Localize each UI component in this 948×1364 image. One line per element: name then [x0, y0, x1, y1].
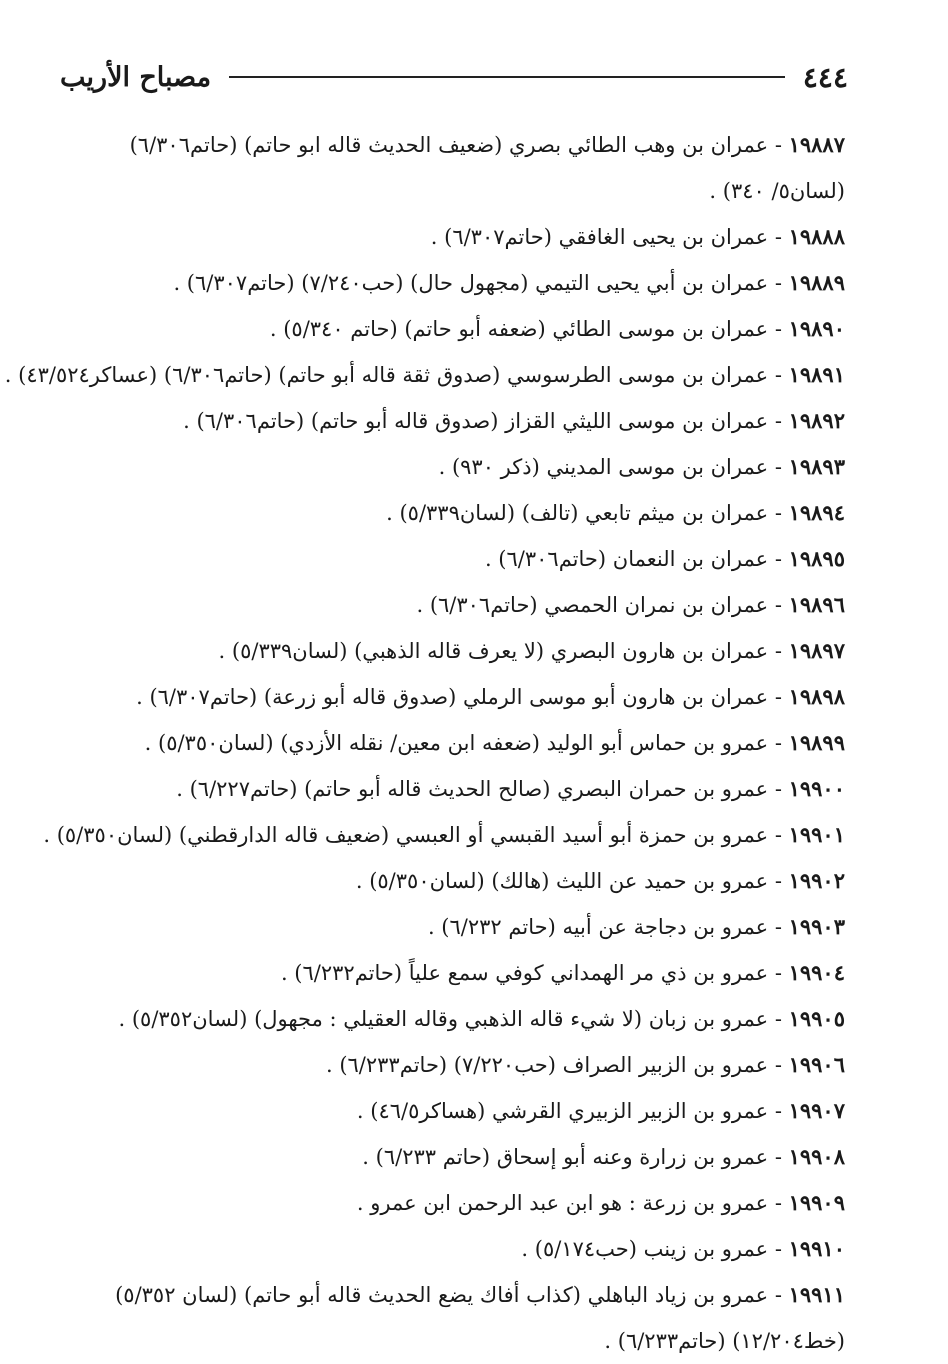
entry-number: ١٩٨٩٢ [788, 408, 845, 433]
entry-text: عمرو بن حمران البصري (صالح الحديث قاله أبو حاتم) (حاتم٦/٢٢٧) . [176, 777, 769, 801]
page-header [60, 52, 848, 102]
entry: ١٩٩٠٠ - عمرو بن حمران البصري (صالح الحديث قاله أبو حاتم) (حاتم٦/٢٢٧) . [176, 776, 845, 801]
entry-number: ١٩٩٠٢ [788, 868, 845, 893]
header-rule [229, 76, 785, 78]
entry-text: عمرو بن زرارة وعنه أبو إسحاق (حاتم ٦/٢٣٣) . [362, 1145, 769, 1169]
entry-text: عمرو بن حمزة أبو أسيد القبسي أو العبسي (ضعيف قاله الدارقطني) (لسان٥/٣٥٠) . [43, 823, 769, 847]
entry-text: عمران بن موسى الطائي (ضعفه أبو حاتم) (حاتم ٥/٣٤٠) . [269, 317, 769, 341]
entry: ١٩٨٩٠ - عمران بن موسى الطائي (ضعفه أبو حاتم) (حاتم ٥/٣٤٠) . [269, 316, 845, 341]
entry-number: ١٩٨٩٠ [788, 316, 845, 341]
entry-text: عمران بن النعمان (حاتم٦/٣٠٦) . [484, 547, 769, 571]
entry-number: ١٩٩٠٨ [788, 1144, 845, 1169]
entry: ١٩٨٩٩ - عمرو بن حماس أبو الوليد (ضعفه ابن معين/ نقله الأزدي) (لسان٥/٣٥٠) . [144, 730, 845, 755]
entry: ١٩٩٠٩ - عمرو بن زرعة : هو ابن عبد الرحمن ابن عمرو . [356, 1190, 845, 1215]
entry-number: ١٩٩٠١ [788, 822, 845, 847]
entry-text: عمرو بن زياد الباهلي (كذاب أفاك يضع الحديث قاله أبو حاتم) (لسان ٥/٣٥٢) (خط١٢/٢٠٤) (حاتم٦/٢٣٣) . [115, 1283, 845, 1353]
entry-number: ١٩٨٩٤ [788, 500, 845, 525]
entry-number: ١٩٨٩٥ [788, 546, 845, 571]
book-title: مصباح الأريب [60, 61, 212, 93]
entry-number: ١٩٨٩٨ [788, 684, 845, 709]
entry: ١٩٨٩٣ - عمران بن موسى المديني (ذكر ٩٣٠) . [438, 454, 845, 479]
entry: ١٩٨٩٤ - عمران بن ميثم تابعي (تالف) (لسان٥/٣٣٩) . [386, 500, 845, 525]
entry-number: ١٩٩٠٧ [788, 1098, 845, 1123]
entry-text: عمرو بن زينب (حب٥/١٧٤) . [521, 1237, 769, 1261]
entry: ١٩٨٩٦ - عمران بن نمران الحمصي (حاتم٦/٣٠٦) . [416, 592, 845, 617]
entry: ١٩٩١٠ - عمرو بن زينب (حب٥/١٧٤) . [521, 1236, 845, 1261]
entry-text: عمران بن يحيى الغافقي (حاتم٦/٣٠٧) . [430, 225, 769, 249]
entry-number: ١٩٩٠٥ [788, 1006, 845, 1031]
entry-text: عمرو بن حميد عن الليث (هالك) (لسان٥/٣٥٠) . [355, 869, 769, 893]
entry: ١٩٩٠٧ - عمرو بن الزبير الزبيري القرشي (هساكر٤٦/٥) . [356, 1098, 845, 1123]
entry-number: ١٩٩١٠ [788, 1236, 845, 1261]
entry: ١٩٨٩٧ - عمران بن هارون البصري (لا يعرف قاله الذهبي) (لسان٥/٣٣٩) . [218, 638, 845, 663]
entry: ١٩٨٩٥ - عمران بن النعمان (حاتم٦/٣٠٦) . [484, 546, 845, 571]
entry-text: عمران بن موسى الطرسوسي (صدوق ثقة قاله أبو حاتم) (حاتم٦/٣٠٦) (عساكر٤٣/٥٢٤) . [4, 363, 769, 387]
entry-text: عمرو بن زبان (لا شيء قاله الذهبي وقاله العقيلي : مجهول) (لسان٥/٣٥٢) . [118, 1007, 769, 1031]
entry: ١٩٩٠٨ - عمرو بن زرارة وعنه أبو إسحاق (حاتم ٦/٢٣٣) . [362, 1144, 845, 1169]
entry-text: عمران بن أبي يحيى التيمي (مجهول حال) (حب٧/٢٤٠) (حاتم٦/٣٠٧) . [173, 271, 769, 295]
entry-number: ١٩٩٠٩ [788, 1190, 845, 1215]
entry-text: عمرو بن الزبير الزبيري القرشي (هساكر٤٦/٥) . [356, 1099, 769, 1123]
entry: ١٩٩١١ - عمرو بن زياد الباهلي (كذاب أفاك يضع الحديث قاله أبو حاتم) (لسان ٥/٣٥٢) (خط١٢/٢٠٤) (حاتم٦/٢٣٣) . [115, 1282, 845, 1353]
entry-text: عمران بن ميثم تابعي (تالف) (لسان٥/٣٣٩) . [386, 501, 769, 525]
entry-number: ١٩٨٩٩ [788, 730, 845, 755]
entry-number: ١٩٨٩٦ [788, 592, 845, 617]
entry-number: ١٩٩٠٣ [788, 914, 845, 939]
entry-number: ١٩٩١١ [788, 1282, 845, 1307]
entry: ١٩٩٠١ - عمرو بن حمزة أبو أسيد القبسي أو العبسي (ضعيف قاله الدارقطني) (لسان٥/٣٥٠) . [43, 822, 845, 847]
entry: ١٩٨٩١ - عمران بن موسى الطرسوسي (صدوق ثقة قاله أبو حاتم) (حاتم٦/٣٠٦) (عساكر٤٣/٥٢٤) . [4, 362, 845, 387]
entry-text: عمران بن موسى المديني (ذكر ٩٣٠) . [438, 455, 769, 479]
entry: ١٩٩٠٤ - عمرو بن ذي مر الهمداني كوفي سمع علياً (حاتم٦/٢٣٢) . [280, 960, 845, 985]
entry: ١٩٩٠٥ - عمرو بن زبان (لا شيء قاله الذهبي وقاله العقيلي : مجهول) (لسان٥/٣٥٢) . [118, 1006, 845, 1031]
entry: ١٩٨٩٢ - عمران بن موسى الليثي القزاز (صدوق قاله أبو حاتم) (حاتم٦/٣٠٦) . [183, 408, 845, 433]
entry: ١٩٨٨٧ - عمران بن وهب الطائي بصري (ضعيف الحديث قاله ابو حاتم) (حاتم٦/٣٠٦) (لسان٥/ ٣٤٠) . [129, 132, 845, 203]
entry-text: عمرو بن زرعة : هو ابن عبد الرحمن ابن عمرو . [356, 1191, 769, 1215]
entry: ١٩٨٩٨ - عمران بن هارون أبو موسى الرملي (صدوق قاله أبو زرعة) (حاتم٦/٣٠٧) . [136, 684, 845, 709]
entry-number: ١٩٨٩١ [788, 362, 845, 387]
entry-text: عمرو بن ذي مر الهمداني كوفي سمع علياً (حاتم٦/٢٣٢) . [280, 961, 769, 985]
entry-text: عمرو بن دجاجة عن أبيه (حاتم ٦/٢٣٢) . [427, 915, 769, 939]
entry-list [4, 122, 845, 1364]
entry-text: عمرو بن الزبير الصراف (حب٧/٢٢٠) (حاتم٦/٢٣٣) . [325, 1053, 769, 1077]
entry-text: عمران بن موسى الليثي القزاز (صدوق قاله أبو حاتم) (حاتم٦/٣٠٦) . [183, 409, 769, 433]
entry: ١٩٩٠٦ - عمرو بن الزبير الصراف (حب٧/٢٢٠) (حاتم٦/٢٣٣) . [325, 1052, 845, 1077]
entry-number: ١٩٨٩٣ [788, 454, 845, 479]
entry-number: ١٩٨٨٩ [788, 270, 845, 295]
entry-text: عمران بن وهب الطائي بصري (ضعيف الحديث قاله ابو حاتم) (حاتم٦/٣٠٦) (لسان٥/ ٣٤٠) . [129, 133, 845, 203]
entry-number: ١٩٨٨٧ [788, 132, 845, 157]
entry-number: ١٩٨٨٨ [788, 224, 845, 249]
entry-number: ١٩٩٠٦ [788, 1052, 845, 1077]
entry-text: عمران بن نمران الحمصي (حاتم٦/٣٠٦) . [416, 593, 769, 617]
entry-number: ١٩٨٩٧ [788, 638, 845, 663]
entry: ١٩٩٠٢ - عمرو بن حميد عن الليث (هالك) (لسان٥/٣٥٠) . [355, 868, 845, 893]
entry: ١٩٨٨٩ - عمران بن أبي يحيى التيمي (مجهول حال) (حب٧/٢٤٠) (حاتم٦/٣٠٧) . [173, 270, 845, 295]
entry-number: ١٩٩٠٠ [788, 776, 845, 801]
entry-text: عمرو بن حماس أبو الوليد (ضعفه ابن معين/ نقله الأزدي) (لسان٥/٣٥٠) . [144, 731, 769, 755]
entry-text: عمران بن هارون البصري (لا يعرف قاله الذهبي) (لسان٥/٣٣٩) . [218, 639, 769, 663]
entry: ١٩٩٠٣ - عمرو بن دجاجة عن أبيه (حاتم ٦/٢٣٢) . [427, 914, 845, 939]
entry-text: عمران بن هارون أبو موسى الرملي (صدوق قاله أبو زرعة) (حاتم٦/٣٠٧) . [136, 685, 769, 709]
entry: ١٩٨٨٨ - عمران بن يحيى الغافقي (حاتم٦/٣٠٧) . [430, 224, 845, 249]
entry-number: ١٩٩٠٤ [788, 960, 845, 985]
page-number: ٤٤٤ [802, 60, 848, 94]
